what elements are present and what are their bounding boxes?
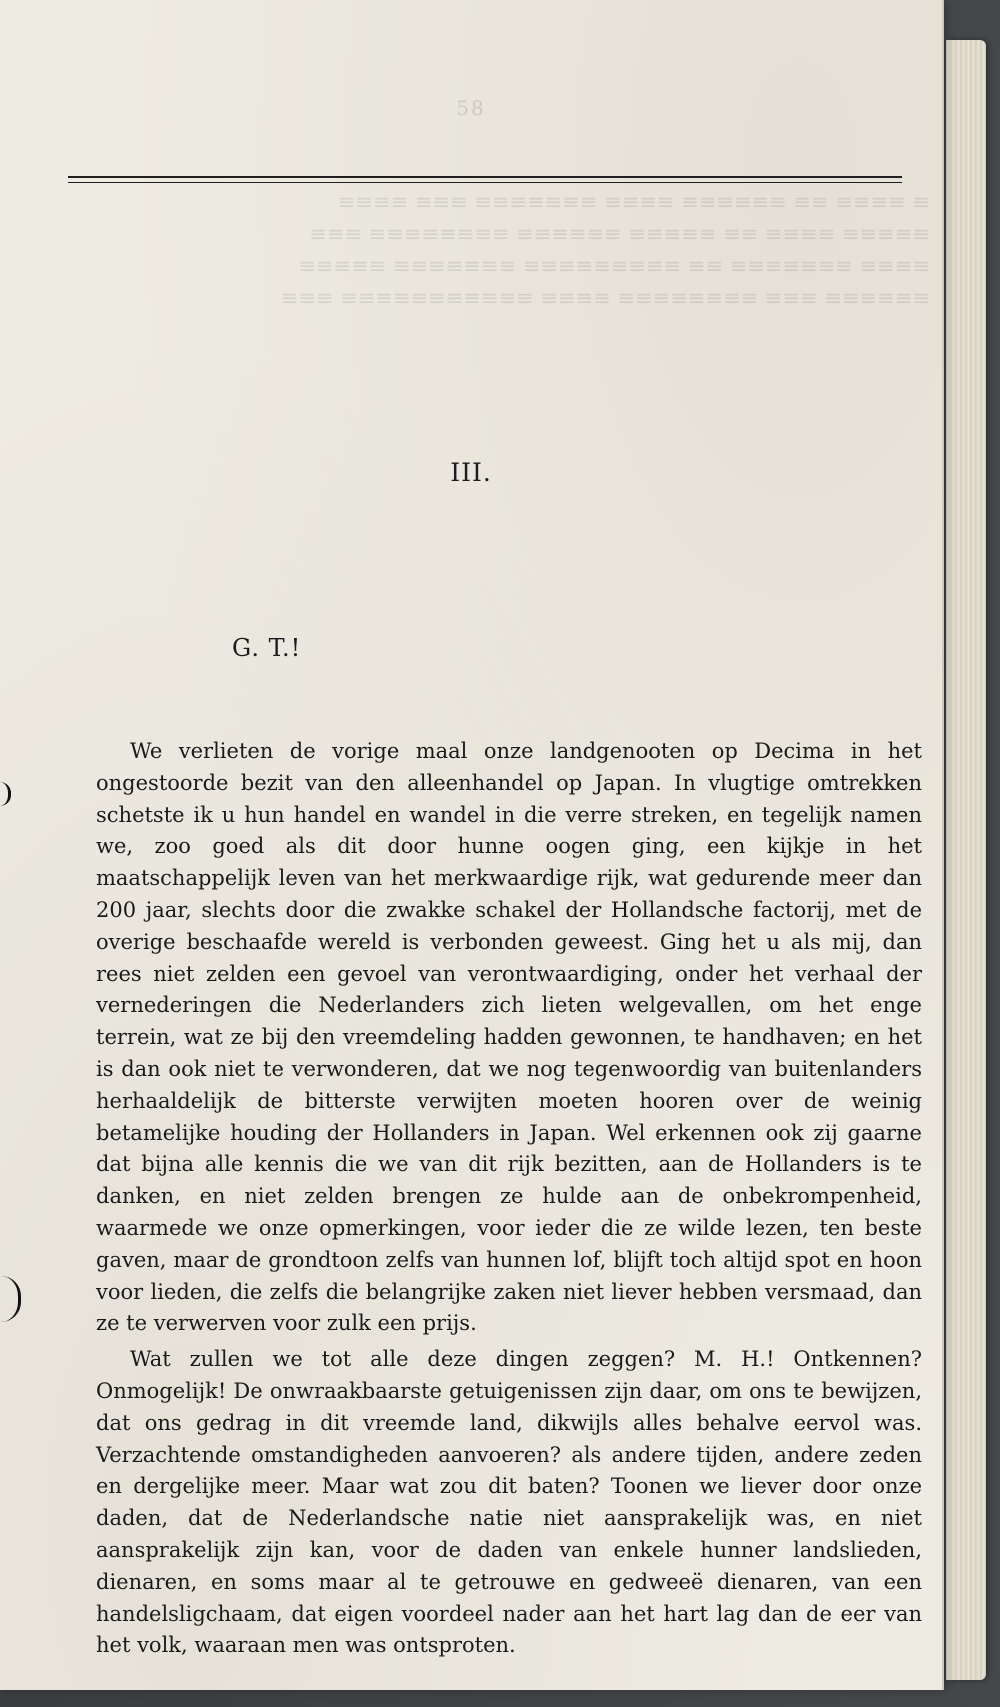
paragraph: We verlieten de vorige maal onze landgenooten op Decima in het ongestoorde bezit van den alleenhandel op Japan. In vlugtige omtrekken schetste ik u hun handel en wandel in die verre streken, en tegelijk namen we, zoo goed als dit door hunne oogen ging, een kijkje in het maatschappelijk leven van het merkwaardige rijk, wat gedurende meer dan 200 jaar, slechts door die zwakke schakel der Hollandsche factorij, met de overige beschaafde wereld is verbonden geweest. Ging het u als mij, dan rees niet zelden een gevoel van verontwaardiging, onder het verhaal der vernederingen die Nederlanders zich lieten welgevallen, om het enge terrein, wat ze bij den vreemdeling hadden gewonnen, te handhaven; en het is dan ook niet te verwonderen, dat we nog tegenwoordig van buitenlanders herhaaldelijk de bitterste verwijten moeten hooren over de weinig betamelijke houding der Hollanders in Japan. Wel erkennen ook zij gaarne dat bijna alle kennis die we van dit rijk bezitten, aan de Hollanders is te danken, en niet zelden brengen ze hulde aan de onbekrompenheid, waarmede we onze opmerkingen, voor ieder die ze wilde lezen, ten beste gaven, maar de grondtoon zelfs van hunnen lof, blijft toch altijd spot en hoon voor lieden, die zelfs die belangrijke zaken niet liever hebben versmaad, dan ze te verwerven voor zulk een prijs. <box>96 739 922 1336</box>
binding-thread <box>0 782 11 806</box>
binding-thread <box>0 1276 21 1322</box>
page-stack-edge <box>946 40 986 1680</box>
header-rule-thin <box>68 182 902 183</box>
salutation: G. T.! <box>232 634 302 662</box>
bleed-through-texture: ≡ ≡≡≡≡ ≡≡ ≡≡≡≡≡≡ ≡≡≡≡ ≡≡≡≡≡≡≡ ≡≡≡ ≡≡≡≡ ≡≡≡≡≡ ≡≡≡≡ ≡≡ ≡≡≡≡≡ ≡≡≡≡≡≡ ≡≡≡≡≡≡≡≡ ≡≡≡ ≡≡≡≡ ≡≡≡≡≡≡≡ ≡≡ ≡≡≡≡≡≡≡≡≡ ≡≡≡≡≡≡≡ ≡≡≡≡≡ ≡≡≡≡≡≡ ≡≡≡ ≡≡≡≡≡≡≡≡ ≡≡≡≡ ≡≡≡≡≡≡≡≡≡≡≡ ≡≡≡ <box>280 190 930 310</box>
page-number: 58 <box>456 96 486 120</box>
header-rule-thick <box>68 176 902 178</box>
paragraph: Wat zullen we tot alle deze dingen zeggen? M. H.! Ontkennen? Onmogelijk! De onwraakbaarste getuigenissen zijn daar, om ons te bewijzen, dat ons gedrag in dit vreemde land, dikwijls alles behalve eervol was. Verzachtende omstandigheden aanvoeren? als andere tijden, andere zeden en dergelijke meer. Maar wat zou dit baten? Toonen we liever door onze daden, dat de Nederlandsche natie niet aansprakelijk was, en niet aansprakelijk zijn kan, voor de daden van enkele hunner landslieden, dienaren, en soms maar al te getrouwe en gedweeë dienaren, van een handelsligchaam, dat eigen voordeel nader aan het hart lag dan de eer van het volk, waaraan men was ontsproten. <box>96 1347 922 1658</box>
chapter-heading: III. <box>450 458 492 487</box>
body-text <box>96 736 922 1666</box>
